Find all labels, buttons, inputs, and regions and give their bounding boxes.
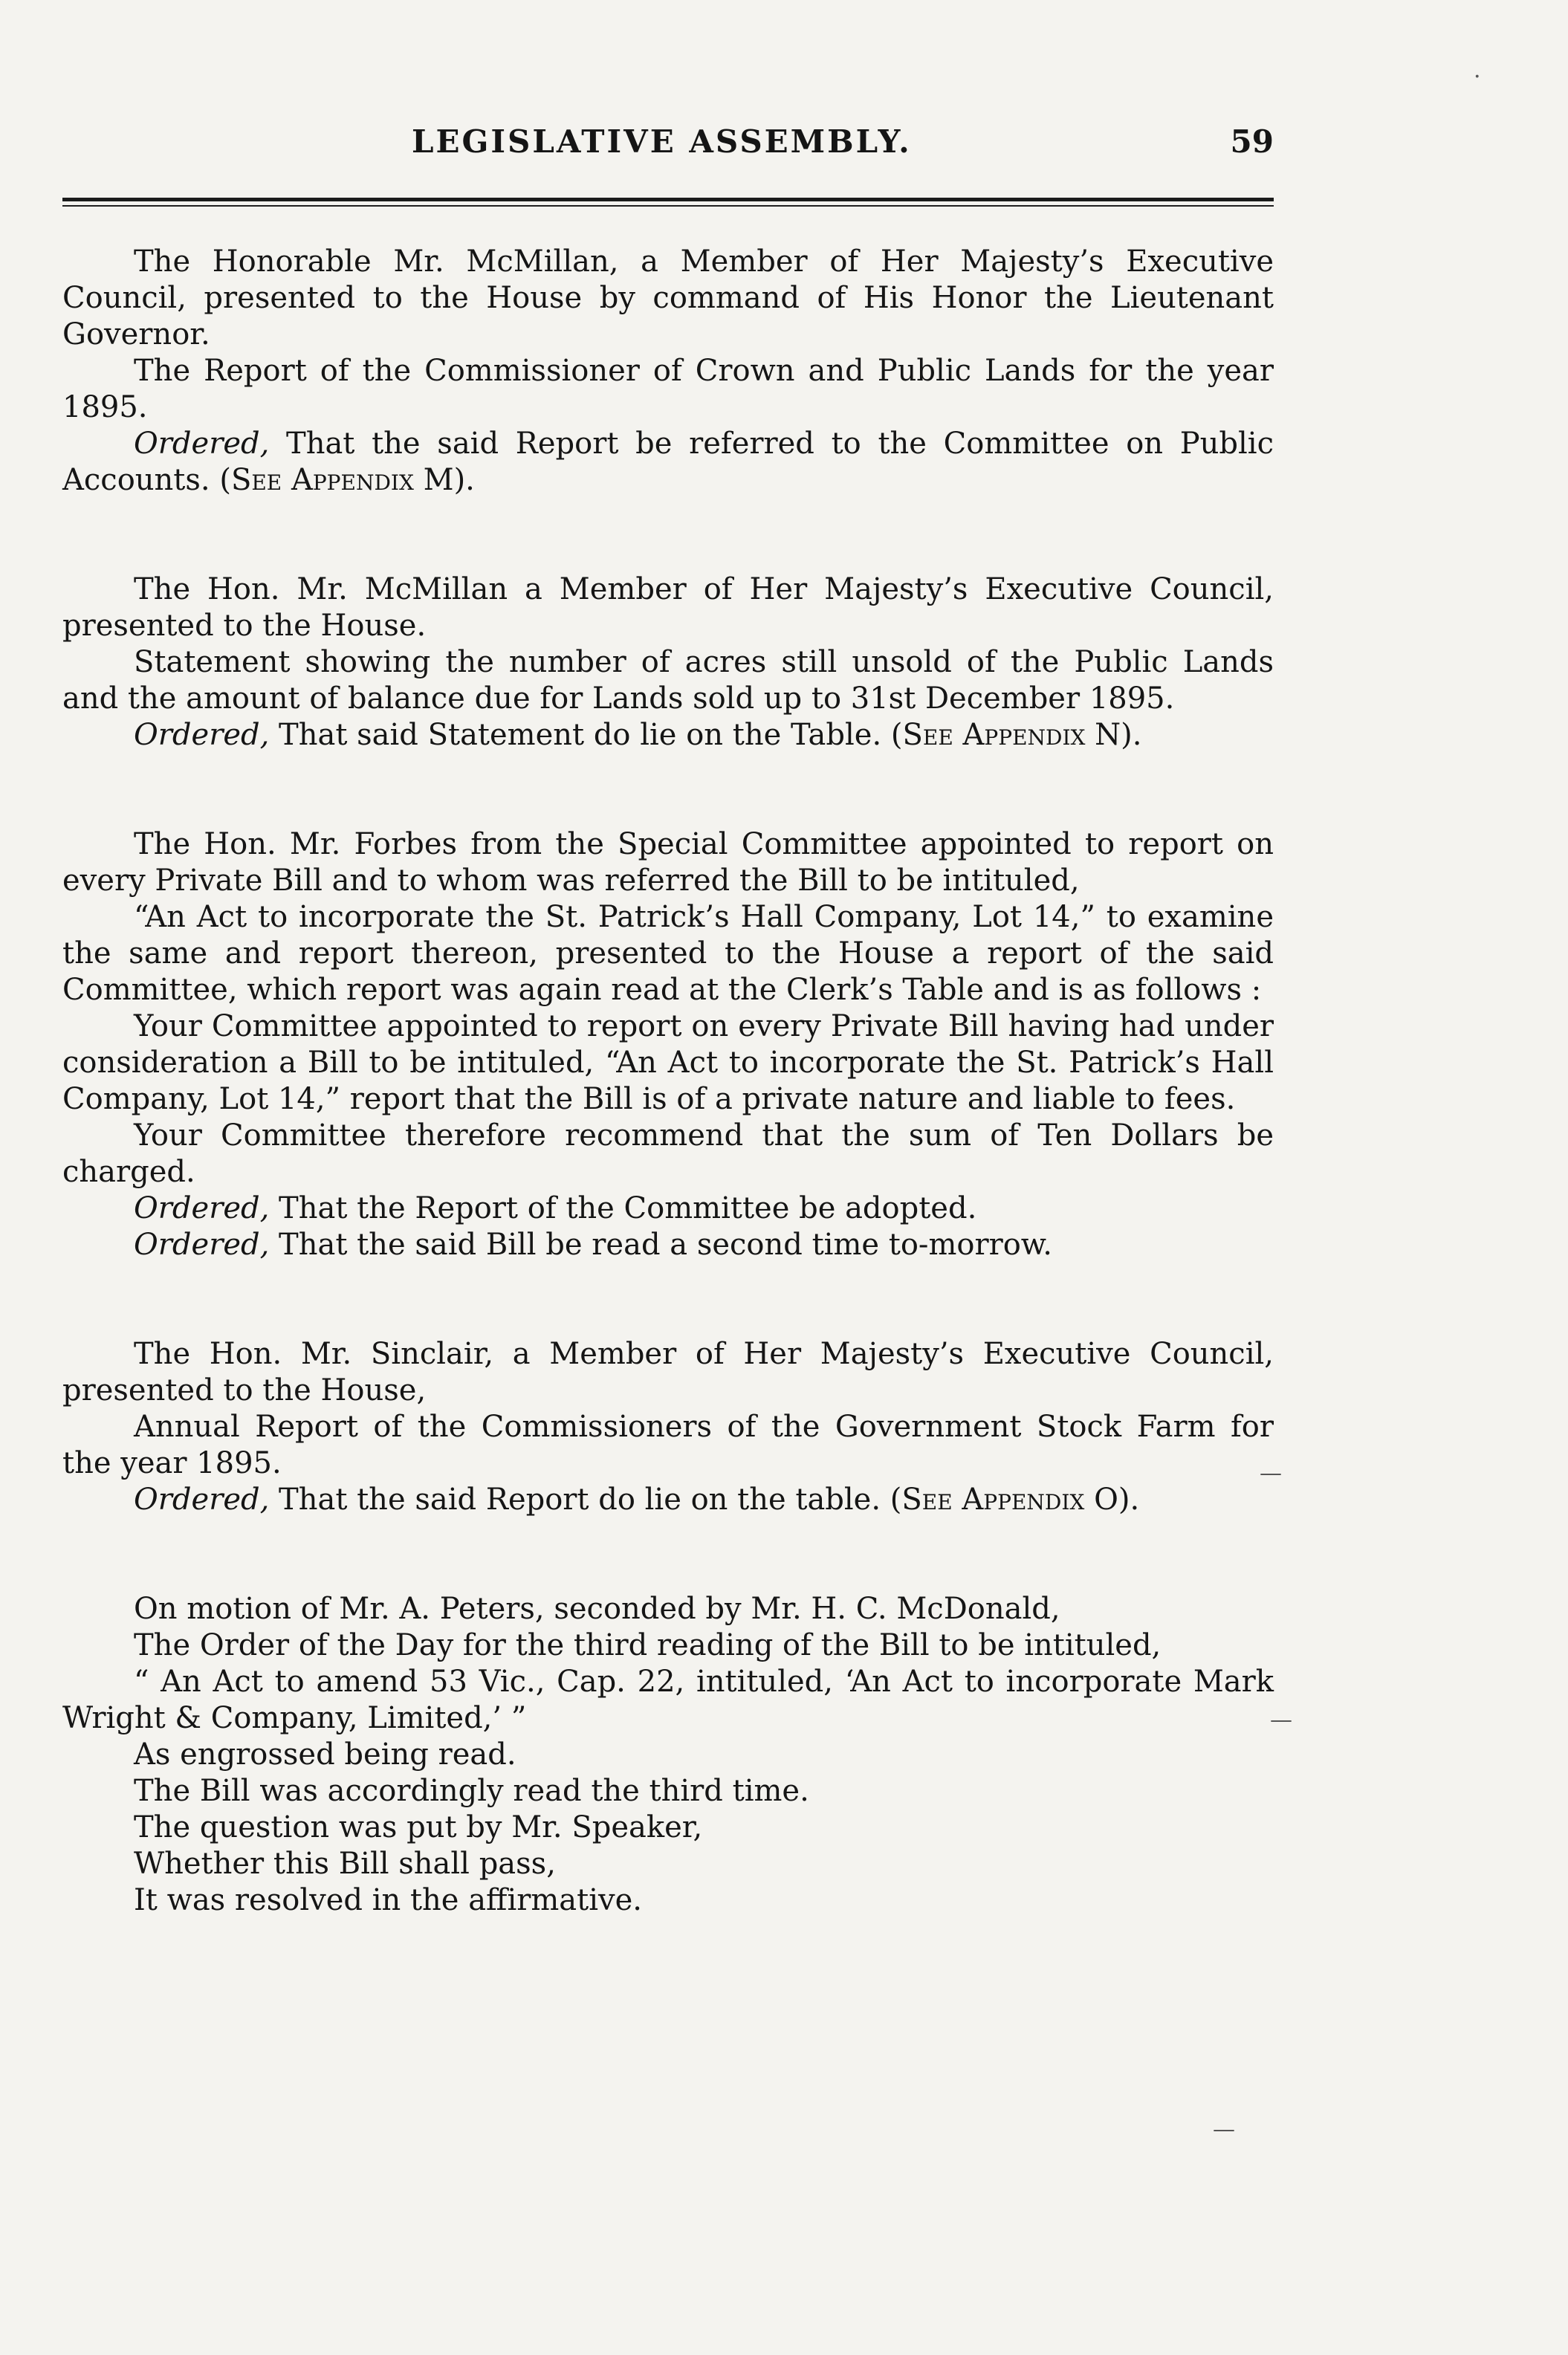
motion-line: On motion of Mr. A. Peters, seconded by Mr. H. C. McDonald, xyxy=(134,1592,1060,1626)
page-number: 59 xyxy=(1230,123,1274,160)
entry-mcmillan-report xyxy=(62,244,1274,499)
ordered-text: That the Report of the Committee be adopted. xyxy=(279,1191,977,1225)
ordered-line xyxy=(62,1227,1274,1263)
entry-presentation: The Hon. Mr. Sinclair, a Member of Her Majesty’s Executive Council, presented to the House, xyxy=(62,1337,1274,1408)
print-mark: — xyxy=(1260,1460,1282,1486)
appendix-reference: (See Appendix M). xyxy=(219,463,475,497)
ordered-line xyxy=(62,426,1274,499)
motion-line: Whether this Bill shall pass, xyxy=(134,1847,556,1881)
ordered-line xyxy=(62,1191,1274,1227)
entry-peters-motion xyxy=(62,1591,1274,1919)
ordered-text: That the said Bill be read a second time to-morrow. xyxy=(279,1228,1052,1262)
print-mark: · xyxy=(1474,64,1481,90)
ordered-line xyxy=(62,717,1274,754)
committee-report: Your Committee appointed to report on every Private Bill having had under consideration a Bill to be intituled, “An Act to incorporate the St. Patrick’s Hall Company, Lot 14,” report that the Bill is of a private nature and liable to fees. xyxy=(62,1009,1274,1116)
motion-line: The question was put by Mr. Speaker, xyxy=(134,1810,703,1844)
entry-report-title: The Report of the Commissioner of Crown and Public Lands for the year 1895. xyxy=(62,354,1274,424)
ordered-label: Ordered, xyxy=(134,1228,270,1262)
ordered-text: That said Statement do lie on the Table. xyxy=(279,718,882,752)
motion-line: The Order of the Day for the third reading of the Bill to be intituled, xyxy=(134,1628,1162,1662)
header-rule-thick xyxy=(62,198,1274,201)
bill-title: “ An Act to amend 53 Vic., Cap. 22, intituled, ‘An Act to incorporate Mark Wright & Company, Limited,’ ” xyxy=(62,1665,1274,1735)
entry-sinclair-report xyxy=(62,1336,1274,1518)
running-head: LEGISLATIVE ASSEMBLY. xyxy=(412,123,912,160)
entry-forbes-committee xyxy=(62,826,1274,1263)
appendix-reference: (See Appendix N). xyxy=(890,718,1142,752)
ordered-label: Ordered, xyxy=(134,1191,270,1225)
entry-presentation: The Honorable Mr. McMillan, a Member of Her Majesty’s Executive Council, presented to the House by command of His Honor the Lieutenant Governor. xyxy=(62,244,1274,352)
document-body xyxy=(62,244,1274,1992)
ordered-line xyxy=(62,1482,1274,1518)
entry-mcmillan-statement xyxy=(62,571,1274,754)
entry-presentation: The Hon. Mr. Forbes from the Special Committee appointed to report on every Private Bill and to whom was referred the Bill to be intituled, xyxy=(62,827,1274,898)
committee-recommendation: Your Committee therefore recommend that the sum of Ten Dollars be charged. xyxy=(62,1118,1274,1189)
motion-line: The Bill was accordingly read the third time. xyxy=(134,1774,809,1808)
ordered-label: Ordered, xyxy=(134,1483,270,1517)
entry-presentation: The Hon. Mr. McMillan a Member of Her Majesty’s Executive Council, presented to the House. xyxy=(62,572,1274,643)
header-rule-thin xyxy=(62,205,1274,207)
ordered-text: That the said Report be referred to the Committee on Public Accounts. xyxy=(62,427,1274,497)
page-header xyxy=(62,123,1274,168)
ordered-label: Ordered, xyxy=(134,718,270,752)
print-mark: — xyxy=(1213,2116,1235,2142)
bill-description: “An Act to incorporate the St. Patrick’s Hall Company, Lot 14,” to examine the same and report thereon, presented to the House a report of the said Committee, which report was again read at the Clerk’s Table and is as follows : xyxy=(62,900,1274,1007)
print-mark: — xyxy=(1270,1707,1292,1733)
ordered-text: That the said Report do lie on the table. xyxy=(279,1483,881,1517)
appendix-reference: (See Appendix O). xyxy=(890,1483,1140,1517)
entry-statement-title: Statement showing the number of acres still unsold of the Public Lands and the amount of balance due for Lands sold up to 31st December 1895. xyxy=(62,645,1274,716)
motion-line: As engrossed being read. xyxy=(134,1737,516,1772)
entry-report-title: Annual Report of the Commissioners of the Government Stock Farm for the year 1895. xyxy=(62,1410,1274,1480)
motion-line: It was resolved in the affirmative. xyxy=(134,1883,643,1917)
ordered-label: Ordered, xyxy=(134,427,270,461)
